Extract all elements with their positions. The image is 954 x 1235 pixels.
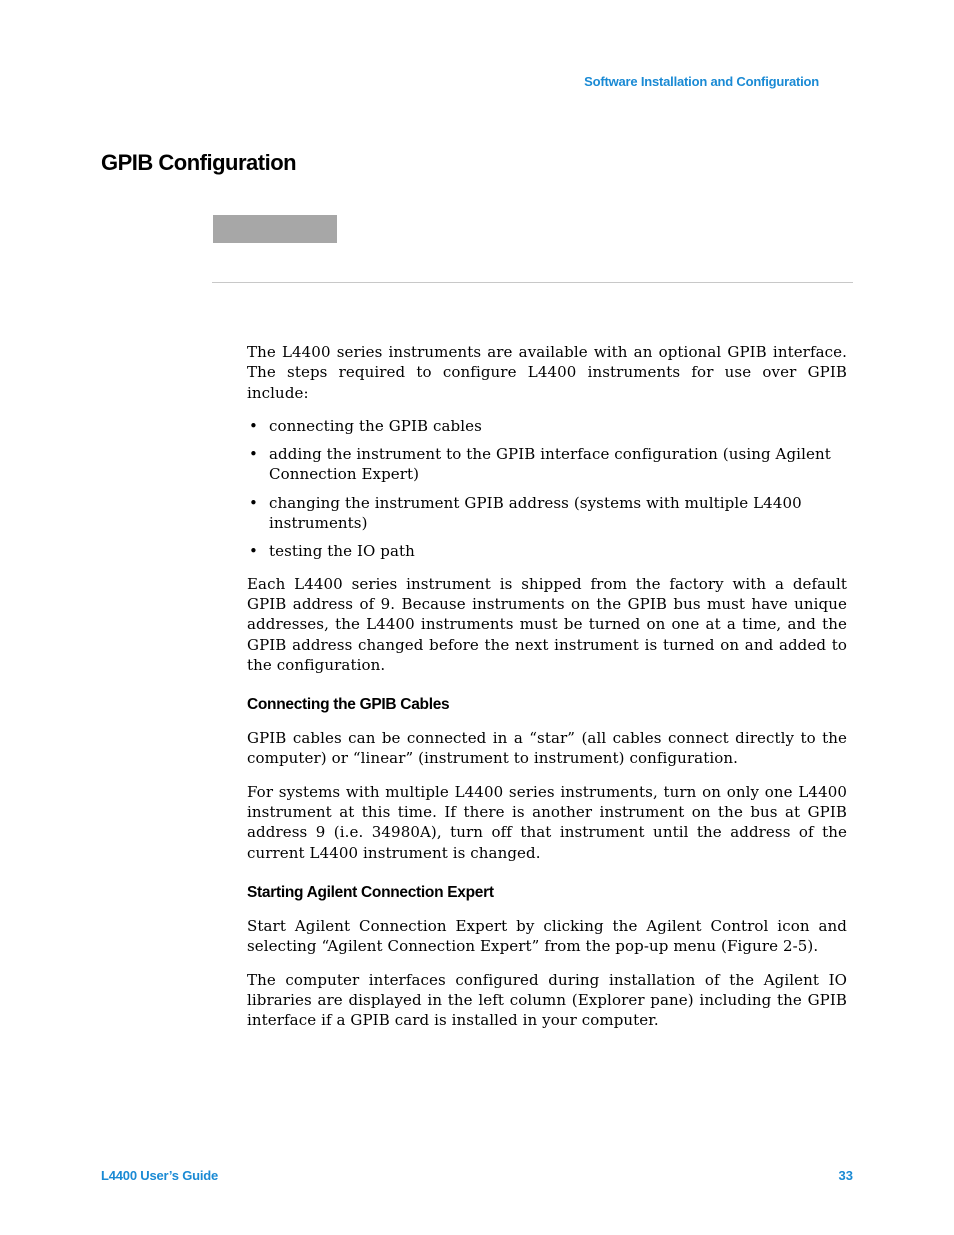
bullet-icon: • xyxy=(249,416,258,435)
section-tab-marker xyxy=(213,215,337,243)
list-item-text: adding the instrument to the GPIB interface configuration (using Agilent Connection Expert) xyxy=(269,445,831,484)
list-item-text: connecting the GPIB cables xyxy=(269,416,482,435)
list-item xyxy=(247,416,847,436)
bullet-icon: • xyxy=(249,493,258,512)
list-item xyxy=(247,444,847,485)
footer-guide-title: L4400 User’s Guide xyxy=(101,1168,219,1183)
main-content xyxy=(247,342,847,1043)
running-header: Software Installation and Configuration xyxy=(584,74,819,89)
cables-paragraph-power-on: For systems with multiple L4400 series instruments, turn on only one L4400 instrument at this time. If there is another instrument on the bus at GPIB address 9 (i.e. 34980A), turn off that instrument until the address of the current L4400 instrument is changed. xyxy=(247,782,847,862)
configuration-steps-list xyxy=(247,416,847,562)
horizontal-divider xyxy=(212,282,853,283)
list-item xyxy=(247,493,847,534)
footer-page-number: 33 xyxy=(838,1168,853,1183)
list-item-text: changing the instrument GPIB address (systems with multiple L4400 instruments) xyxy=(269,493,802,533)
intro-paragraph: The L4400 series instruments are available with an optional GPIB interface. The steps required to configure L4400 instruments for use over GPIB include: xyxy=(247,343,847,402)
bullet-icon: • xyxy=(249,445,258,464)
connection-expert-paragraph-interfaces: The computer interfaces configured during installation of the Agilent IO libraries are displayed in the left column (Explorer pane) including the GPIB interface if a GPIB card is installed in your computer. xyxy=(247,970,847,1030)
default-address-paragraph: Each L4400 series instrument is shipped from the factory with a default GPIB address of 9. Because instruments on the GPIB bus must have unique addresses, the L4400 instruments must be turned on one at a time, and the GPIB address changed before the next instrument is turned on and added to the configuration. xyxy=(247,574,847,674)
list-item xyxy=(247,541,847,561)
bullet-icon: • xyxy=(249,542,258,561)
list-item-text: testing the IO path xyxy=(269,542,415,561)
connection-expert-section-heading: Starting Agilent Connection Expert xyxy=(247,883,494,901)
connection-expert-paragraph-start: Start Agilent Connection Expert by clicking the Agilent Control icon and selecting “Agilent Connection Expert” from the pop-up menu (Figure 2-5). xyxy=(247,916,847,956)
page-title: GPIB Configuration xyxy=(101,150,297,175)
cables-paragraph-topology: GPIB cables can be connected in a “star” (all cables connect directly to the computer) or “linear” (instrument to instrument) configuration. xyxy=(247,729,847,768)
cables-section-heading: Connecting the GPIB Cables xyxy=(247,696,450,714)
